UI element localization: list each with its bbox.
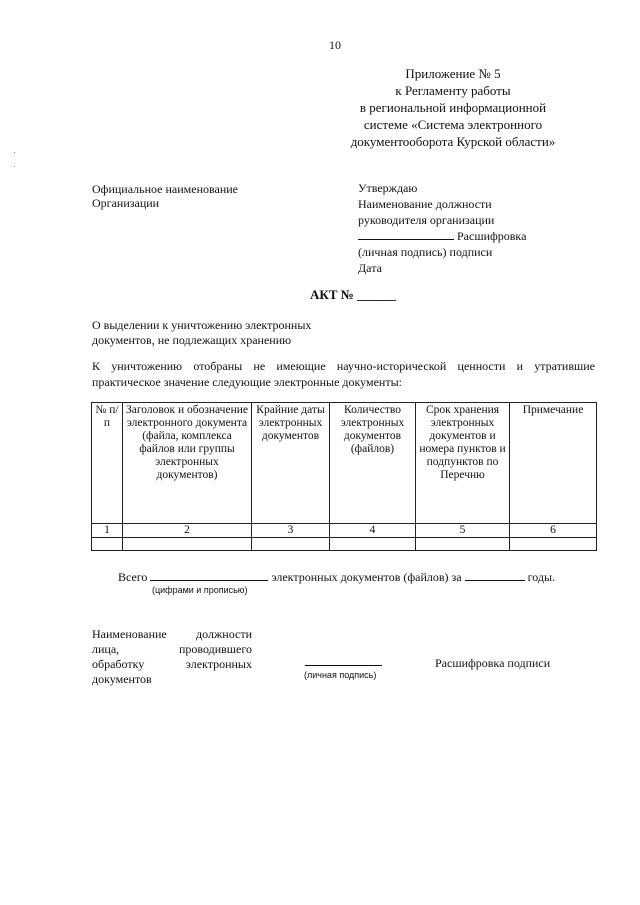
intro-paragraph xyxy=(92,358,595,390)
act-title: АКТ № ______ xyxy=(310,287,397,302)
intro-line: К уничтожению отобраны не имеющие научно-исторической ценности и утратившие xyxy=(92,359,595,373)
column-number: 6 xyxy=(510,524,597,538)
documents-table xyxy=(91,402,597,551)
header-cell: Примечание xyxy=(510,403,597,524)
column-number: 3 xyxy=(252,524,330,538)
column-number: 1 xyxy=(92,524,123,538)
header-cell: № п/п xyxy=(92,403,123,524)
table-header-row xyxy=(92,403,597,524)
approval-block xyxy=(358,180,558,276)
approve-text: Утверждаю xyxy=(358,181,418,195)
appendix-line: в региональной информационной xyxy=(359,100,547,115)
total-end-text: годы. xyxy=(527,570,556,584)
table-row xyxy=(92,538,597,551)
intro-line: практическое значение следующие электронные документы: xyxy=(92,375,402,389)
footer-signature-blank[interactable] xyxy=(305,665,382,666)
table-cell[interactable] xyxy=(252,538,330,551)
total-caption: (цифрами и прописью) xyxy=(152,585,248,595)
table-cell[interactable] xyxy=(330,538,416,551)
column-number: 2 xyxy=(123,524,252,538)
table-cell[interactable] xyxy=(123,538,252,551)
signature-row xyxy=(358,228,558,244)
table-cell[interactable] xyxy=(416,538,510,551)
header-cell: Крайние даты электронных документов xyxy=(252,403,330,524)
responsible-person-label: Наименование должности лица, проводившего обработку электронных документов xyxy=(92,627,252,686)
appendix-line: системе «Система электронного xyxy=(363,117,543,132)
appendix-block xyxy=(318,65,588,150)
total-years-blank[interactable] xyxy=(465,569,525,581)
header-cell: Срок хранения электронных документов и номера пунктов и подпунктов по Перечню xyxy=(416,403,510,524)
header-cell: Количество электронных документов (файлов) xyxy=(330,403,416,524)
table-cell[interactable] xyxy=(510,538,597,551)
footer-signature-caption: (личная подпись) xyxy=(304,670,377,680)
header-cell: Заголовок и обозначение электронного документа (файла, комплекса файлов или группы электронных документов) xyxy=(123,403,252,524)
signature-caption: (личная подпись) подписи xyxy=(358,245,493,259)
page-number: 10 xyxy=(329,38,341,52)
signature-decode-label: Расшифровка подписи xyxy=(435,656,551,670)
total-middle-text: электронных документов (файлов) за xyxy=(271,570,462,584)
position-line: Наименование должности xyxy=(358,197,492,211)
table-cell[interactable] xyxy=(92,538,123,551)
appendix-line: документооборота Курской области» xyxy=(350,134,556,149)
scan-mark xyxy=(14,152,15,153)
appendix-line: Приложение № 5 xyxy=(405,66,501,81)
total-count-blank[interactable] xyxy=(150,569,268,581)
organization-name-label: Официальное наименование Организации xyxy=(92,182,239,210)
act-subject: О выделении к уничтожению электронных документов, не подлежащих хранению xyxy=(92,318,312,347)
column-number: 4 xyxy=(330,524,416,538)
total-line xyxy=(118,569,555,584)
signature-decode-label: Расшифровка xyxy=(457,229,527,243)
appendix-line: к Регламенту работы xyxy=(395,83,511,98)
column-number: 5 xyxy=(416,524,510,538)
signature-blank xyxy=(358,228,454,240)
total-word: Всего xyxy=(118,570,148,584)
position-line: руководителя организации xyxy=(358,213,495,227)
column-number-row xyxy=(92,524,597,538)
scan-mark xyxy=(14,166,15,167)
date-label: Дата xyxy=(358,261,382,275)
